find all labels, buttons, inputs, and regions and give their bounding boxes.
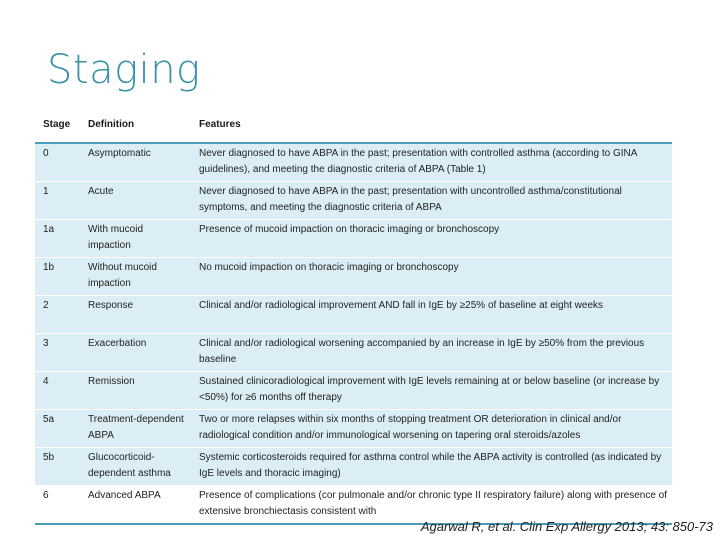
stage-cell: 1b (35, 257, 80, 295)
table-row (35, 485, 672, 524)
stage-cell: 3 (35, 333, 80, 371)
features-cell: Two or more relapses within six months of stopping treatment OR deterioration in clinical and/or radiological condition and/or immunological worsening on tapering oral steroids/azoles (191, 409, 672, 447)
table-row (35, 181, 672, 219)
definition-cell: Exacerbation (80, 333, 191, 371)
definition-cell: Treatment-dependent ABPA (80, 409, 191, 447)
features-cell: Presence of mucoid impaction on thoracic imaging or bronchoscopy (191, 219, 672, 257)
features-cell: Sustained clinicoradiological improvement with IgE levels remaining at or below baseline (or increase by <50%) for ≥6 months off therapy (191, 371, 672, 409)
definition-cell: Acute (80, 181, 191, 219)
stage-cell: 2 (35, 295, 80, 333)
features-cell: Clinical and/or radiological worsening accompanied by an increase in IgE by ≥50% from the previous baseline (191, 333, 672, 371)
features-cell: No mucoid impaction on thoracic imaging or bronchoscopy (191, 257, 672, 295)
definition-cell: Asymptomatic (80, 143, 191, 182)
stage-cell: 5a (35, 409, 80, 447)
table-header-row (35, 108, 672, 143)
definition-cell: Remission (80, 371, 191, 409)
header-definition: Definition (80, 108, 191, 143)
definition-cell: Advanced ABPA (80, 485, 191, 524)
stage-cell: 5b (35, 447, 80, 485)
definition-cell: Glucocorticoid-dependent asthma (80, 447, 191, 485)
table-row (35, 333, 672, 371)
definition-cell: With mucoid impaction (80, 219, 191, 257)
stage-cell: 6 (35, 485, 80, 524)
table-row (35, 143, 672, 182)
features-cell: Presence of complications (cor pulmonale and/or chronic type II respiratory failure) along with presence of extensive bronchiectasis consistent with (191, 485, 672, 524)
table-row (35, 447, 672, 485)
staging-table (35, 107, 672, 525)
features-cell: Clinical and/or radiological improvement AND fall in IgE by ≥25% of baseline at eight weeks (191, 295, 672, 333)
table-row (35, 219, 672, 257)
definition-cell: Response (80, 295, 191, 333)
header-stage: Stage (35, 108, 80, 143)
header-features: Features (191, 108, 672, 143)
features-cell: Never diagnosed to have ABPA in the past; presentation with controlled asthma (according to GINA guidelines), and meeting the diagnostic criteria of ABPA (Table 1) (191, 143, 672, 182)
features-cell: Systemic corticosteroids required for asthma control while the ABPA activity is controlled (as indicated by IgE levels and thoracic imaging) (191, 447, 672, 485)
staging-table-container (35, 107, 672, 525)
stage-cell: 1a (35, 219, 80, 257)
features-cell: Never diagnosed to have ABPA in the past; presentation with uncontrolled asthma/constitutional symptoms, and meeting the diagnostic criteria of ABPA (191, 181, 672, 219)
table-row (35, 409, 672, 447)
definition-cell: Without mucoid impaction (80, 257, 191, 295)
stage-cell: 0 (35, 143, 80, 182)
table-row (35, 257, 672, 295)
table-row (35, 295, 672, 333)
stage-cell: 4 (35, 371, 80, 409)
page-title: Staging (47, 47, 201, 93)
stage-cell: 1 (35, 181, 80, 219)
citation: Agarwal R, et al. Clin Exp Allergy 2013; 43: 850-73 (420, 519, 713, 534)
table-row (35, 371, 672, 409)
